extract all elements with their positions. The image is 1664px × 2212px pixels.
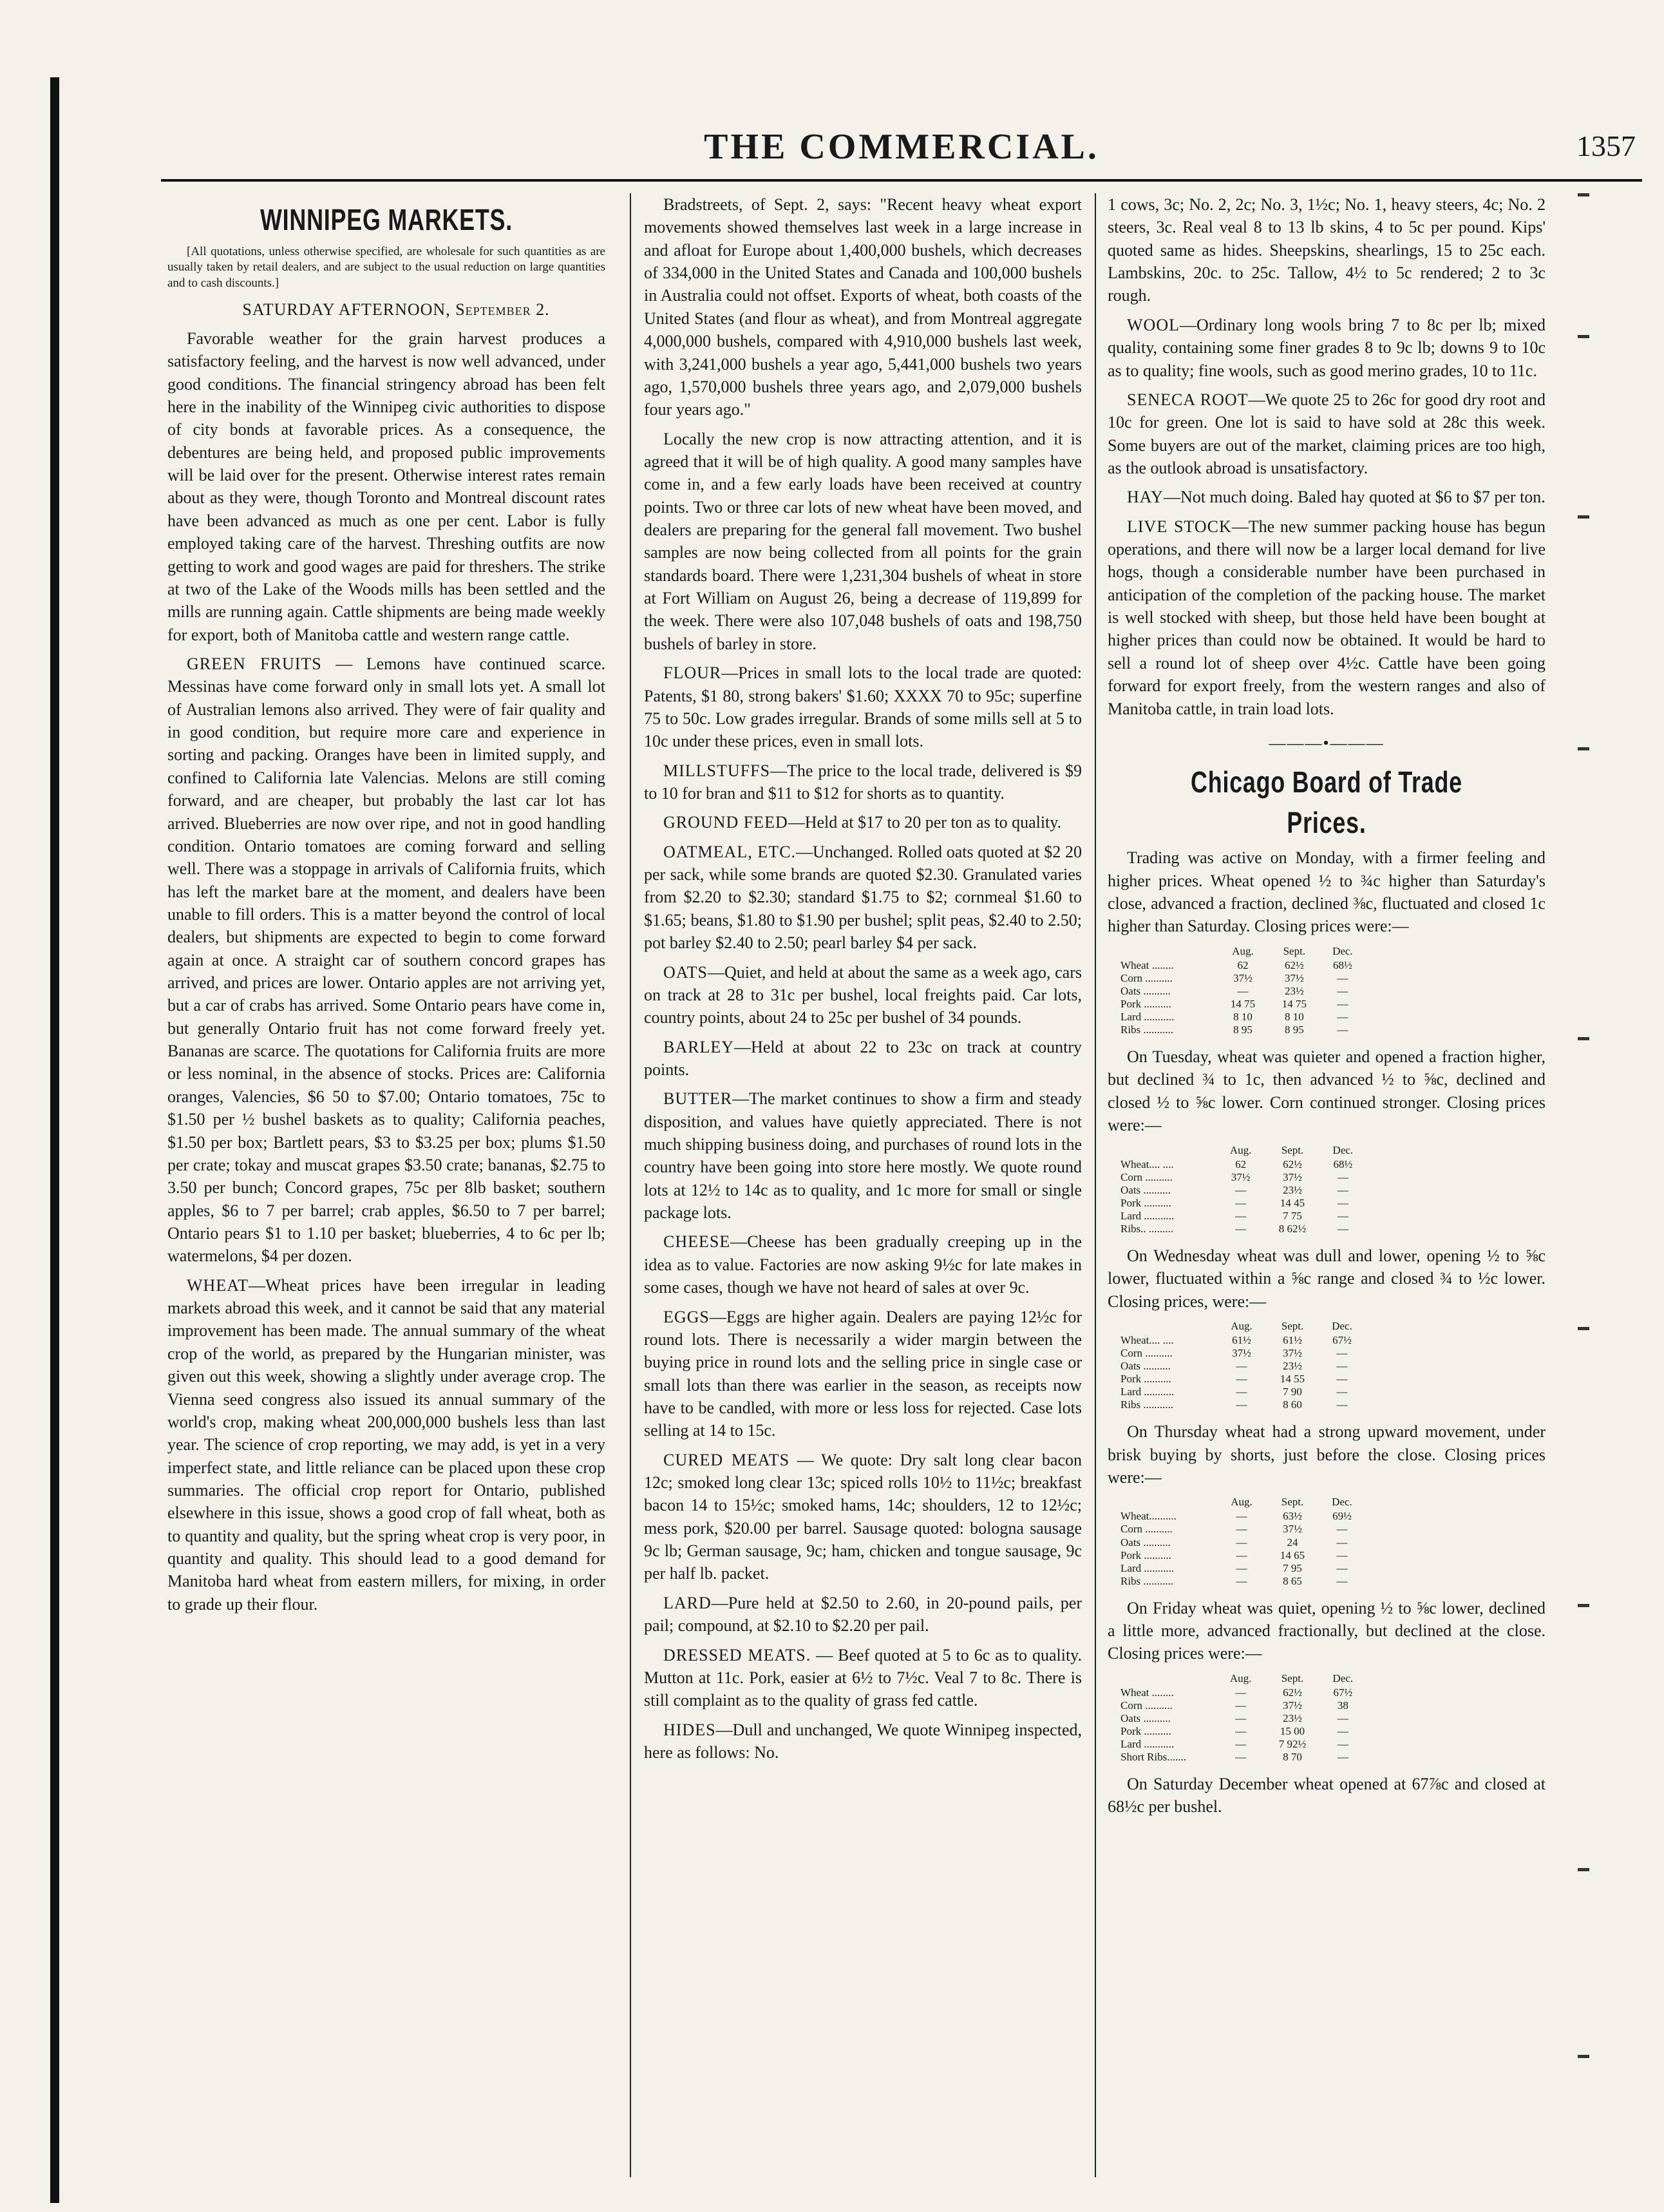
price-cell: 14 65 bbox=[1280, 1549, 1305, 1561]
column-header bbox=[1120, 1495, 1217, 1510]
commodity-label: Pork .......... bbox=[1120, 1724, 1171, 1737]
commodity-label: Lard ........... bbox=[1120, 1011, 1175, 1024]
commodity-label: Ribs.. ......... bbox=[1120, 1222, 1174, 1235]
price-table-tuesday bbox=[1120, 1143, 1365, 1235]
price-cell: — bbox=[1337, 1209, 1348, 1222]
price-cell: — bbox=[1235, 1724, 1247, 1737]
price-cell: — bbox=[1236, 1386, 1247, 1398]
table-row bbox=[1120, 1738, 1365, 1751]
column-header: Aug. bbox=[1229, 1672, 1252, 1684]
table-row bbox=[1120, 1197, 1365, 1210]
paragraph-wool bbox=[1108, 314, 1546, 382]
commodity-label: Wheat.... .... bbox=[1120, 1334, 1174, 1347]
price-cell: 8 60 bbox=[1283, 1398, 1302, 1411]
paragraph-wednesday: On Wednesday wheat was dull and lower, opening ½ to ⅝c lower, fluctuated within a ⅝c range and closed ¾ to ½c lower. Closing prices, were:— bbox=[1108, 1246, 1546, 1311]
paragraph-ground-feed bbox=[644, 811, 1082, 834]
price-cell: — bbox=[1336, 1549, 1348, 1561]
commodity-label: Wheat.... .... bbox=[1120, 1158, 1174, 1170]
table-row bbox=[1120, 1223, 1365, 1235]
table-row bbox=[1120, 1184, 1365, 1197]
text-live-stock: —The new summer packing house has begun operations, and there will now be a larger local demand for live hogs, though a considerable number have been purchased in anticipation of the completion of the packing house. The market is well stocked with sheep, but those held have been bought at higher prices than could now be obtained. It would be hard to sell a round lot of sheep over 4½c. Cattle have been going forward for export freely, from the western ranges and also of Manitoba cattle, in train load lots. bbox=[1108, 517, 1546, 718]
text-millstuffs: —The price to the local trade, delivered is $9 to 10 for bran and $11 to $12 for shorts as to quantity. bbox=[644, 761, 1082, 803]
lead-seneca-root: SENECA ROOT bbox=[1127, 390, 1249, 409]
price-cell: 37½ bbox=[1283, 1170, 1302, 1183]
price-cell: 14 75 bbox=[1230, 997, 1256, 1010]
commodity-label: Pork .......... bbox=[1120, 1373, 1171, 1386]
text-cured-meats: — We quote: Dry salt long clear bacon 12c; smoked long clear 13c; spiced rolls 10½ to 11½c; breakfast bacon 14 to 15½c; smoked hams, 14c; shoulders, 12 to 12½c; mess pork, $20.00 per barrel. Sausage quoted: bologna sausage 9c lb; German sausage, 9c; ham, chicken and tongue sausage, 9c per half lb. packet. bbox=[644, 1450, 1082, 1583]
commodity-label: Wheat.......... bbox=[1120, 1510, 1177, 1523]
commodity-label: Lard ........... bbox=[1120, 1561, 1175, 1574]
paragraph-tuesday: On Tuesday, wheat was quieter and opened a fraction higher, but declined ¾ to 1c, then advanced ½ to ⅝c, declined and closed ½ to ⅝c lower. Corn continued stronger. Closing prices were:— bbox=[1108, 1047, 1546, 1135]
price-cell: — bbox=[1336, 1561, 1348, 1574]
lead-wheat: WHEAT bbox=[187, 1275, 249, 1295]
price-cell: — bbox=[1235, 1196, 1247, 1209]
column-header bbox=[1120, 1672, 1217, 1686]
price-cell: — bbox=[1337, 1011, 1348, 1024]
price-cell: 7 90 bbox=[1283, 1386, 1302, 1398]
paragraph-oatmeal bbox=[644, 841, 1082, 955]
commodity-label: Oats .......... bbox=[1120, 984, 1171, 997]
table-row bbox=[1120, 1011, 1365, 1024]
table-row bbox=[1120, 1210, 1365, 1223]
price-cell: — bbox=[1236, 1536, 1247, 1549]
price-cell: 63½ bbox=[1283, 1510, 1302, 1523]
masthead bbox=[161, 126, 1642, 171]
price-cell: — bbox=[1336, 1523, 1348, 1536]
price-cell: — bbox=[1336, 1574, 1348, 1587]
lead-dressed-meats: DRESSED MEATS. bbox=[663, 1645, 811, 1664]
price-cell: — bbox=[1337, 1183, 1348, 1196]
price-cell: — bbox=[1236, 1574, 1247, 1587]
price-cell: 8 95 bbox=[1233, 1024, 1253, 1036]
commodity-label: Corn .......... bbox=[1120, 971, 1173, 984]
column-header: Sept. bbox=[1281, 1319, 1304, 1332]
lead-flour: FLOUR bbox=[663, 663, 722, 683]
column-3 bbox=[1108, 193, 1546, 1825]
price-cell: — bbox=[1235, 1183, 1247, 1196]
paragraph-lard bbox=[644, 1592, 1082, 1637]
commodity-label: Pork .......... bbox=[1120, 1549, 1171, 1561]
table-row bbox=[1120, 1725, 1365, 1738]
price-table-thursday bbox=[1120, 1495, 1365, 1587]
price-cell: — bbox=[1235, 1699, 1247, 1711]
table-row bbox=[1120, 959, 1365, 972]
price-cell: 23½ bbox=[1284, 984, 1304, 997]
commodity-label: Lard ........... bbox=[1120, 1386, 1175, 1398]
price-cell: 61½ bbox=[1232, 1334, 1251, 1347]
price-cell: — bbox=[1337, 1196, 1348, 1209]
commodity-label: Pork .......... bbox=[1120, 1196, 1171, 1209]
table-row bbox=[1120, 1549, 1365, 1562]
paragraph-bradstreets: Bradstreets, of Sept. 2, says: "Recent heavy wheat export movements showed themselves last week in a large increase in and afloat for Europe about 1,400,000 bushels, which decreases of 334,000 in the United States and Canada and 100,000 bushels in Australia could not offset. Exports of wheat, both coasts of the United States (and flour as wheat), and from Montreal aggregate 4,000,000 bushels, compared with 4,910,000 bushels last week, with 3,241,000 bushels a year ago, 5,441,000 bushels two years ago, 1,570,000 bushels three years ago, and 2,079,000 bushels four years ago." bbox=[644, 195, 1082, 419]
paragraph-flour bbox=[644, 662, 1082, 752]
text-cheese: —Cheese has been gradually creeping up in the idea as to value. Factories are now asking 9½c for late makes in some cases, though we have not heard of sales at over 9c. bbox=[644, 1232, 1082, 1297]
price-cell: 14 55 bbox=[1280, 1373, 1305, 1386]
commodity-label: Oats .......... bbox=[1120, 1536, 1171, 1549]
text-dressed-meats: — Beef quoted at 5 to 6c as to quality. Mutton at 11c. Pork, easier at 6½ to 7½c. Veal 7 to 8c. There is still complaint as to the quality of grass fed cattle. bbox=[644, 1645, 1082, 1710]
column-header bbox=[1120, 1319, 1217, 1334]
price-cell: — bbox=[1235, 1711, 1247, 1724]
paragraph-live-stock bbox=[1108, 515, 1546, 720]
paragraph-wheat bbox=[167, 1274, 605, 1616]
column-header: Sept. bbox=[1281, 1496, 1304, 1509]
price-cell: — bbox=[1237, 984, 1249, 997]
paragraph-green-fruits bbox=[167, 653, 605, 1268]
lead-eggs: EGGS bbox=[663, 1307, 710, 1326]
table-row bbox=[1120, 1386, 1365, 1398]
lead-hides: HIDES bbox=[663, 1720, 716, 1739]
lead-cheese: CHEESE bbox=[663, 1232, 731, 1252]
price-cell: 8 10 bbox=[1233, 1011, 1253, 1024]
price-cell: — bbox=[1337, 1751, 1348, 1764]
price-cell: — bbox=[1337, 984, 1348, 997]
column-header: Dec. bbox=[1332, 1496, 1352, 1509]
table-row bbox=[1120, 972, 1365, 985]
section-heading-chicago: Chicago Board of Trade Prices. bbox=[1191, 765, 1462, 839]
price-cell: — bbox=[1236, 1373, 1247, 1386]
text-ground-feed: —Held at $17 to 20 per ton as to quality. bbox=[788, 813, 1062, 832]
price-cell: — bbox=[1235, 1686, 1247, 1699]
price-cell: — bbox=[1337, 997, 1348, 1010]
section-heading-winnipeg: WINNIPEG MARKETS. bbox=[260, 203, 513, 236]
price-cell: — bbox=[1235, 1209, 1247, 1222]
column-header: Dec. bbox=[1332, 944, 1353, 957]
paragraph-dressed-meats bbox=[644, 1644, 1082, 1712]
price-cell: 37½ bbox=[1232, 1347, 1251, 1360]
column-header: Dec. bbox=[1332, 1319, 1352, 1332]
paragraph-new-crop: Locally the new crop is now attracting attention, and it is agreed that it will be of high quality. A good many samples have come in, and a few early loads have been received at country points. Two or three car lots of new wheat have been moved, and dealers are preparing for the general fall movement. Two bushel samples are now being collected from all points for the grain standards board. There were 1,231,304 bushels of wheat in store at Fort William on August 26, being a decrease of 119,899 for the week. There were also 107,048 bushels of oats and 198,750 bushels of barley in store. bbox=[644, 429, 1082, 653]
paragraph-summary: Favorable weather for the grain harvest produces a satisfactory feeling, and the harvest is now well advanced, under good conditions. The financial stringency abroad has been felt here in the inability of the Winnipeg civic authorities to dispose of city bonds at favorable prices. As a consequence, the debentures are being held, and proposed public improvements will be laid over for the present. Otherwise interest rates remain about as they were, though Toronto and Montreal discount rates have been advanced as much as one per cent. Labor is fully employed taking care of the harvest. Threshing outfits are now getting to work and good wages are paid for threshers. The strike at two of the Lake of the Woods mills has been settled and the mills are running again. Cattle shipments are being made weekly for export, both of Manitoba cattle and western range cattle. bbox=[167, 329, 605, 644]
table-row bbox=[1120, 1373, 1365, 1386]
paragraph-cured-meats bbox=[644, 1449, 1082, 1585]
column-rule-1 bbox=[630, 193, 631, 2177]
commodity-label: Corn .......... bbox=[1120, 1347, 1173, 1360]
price-table-header bbox=[1120, 944, 1365, 959]
price-cell: — bbox=[1336, 1360, 1348, 1373]
price-cell: — bbox=[1336, 1347, 1348, 1360]
price-cell: 37½ bbox=[1284, 971, 1304, 984]
price-cell: 7 95 bbox=[1283, 1561, 1302, 1574]
price-cell: 37½ bbox=[1231, 1170, 1251, 1183]
dateline: SATURDAY AFTERNOON, September 2. bbox=[242, 300, 550, 319]
price-cell: 67½ bbox=[1332, 1334, 1352, 1347]
header-rule bbox=[161, 179, 1642, 182]
text-seneca-root: —We quote 25 to 26c for good dry root and 10c for green. One lot is said to have sold at 28c this week. Some buyers are out of the market, claiming prices are too high, as the outlook abroad is unsatisfactory. bbox=[1108, 390, 1546, 477]
price-cell: — bbox=[1337, 1222, 1348, 1235]
price-cell: — bbox=[1337, 1711, 1348, 1724]
lead-millstuffs: MILLSTUFFS bbox=[663, 761, 771, 780]
column-header: Sept. bbox=[1281, 1143, 1304, 1156]
paragraph-friday: On Friday wheat was quiet, opening ½ to ⅝c lower, declined a little more, advanced fractionally, but declined at the close. Closing prices were:— bbox=[1108, 1598, 1546, 1663]
commodity-label: Oats .......... bbox=[1120, 1183, 1171, 1196]
price-cell: 69½ bbox=[1332, 1510, 1352, 1523]
paragraph-hay bbox=[1108, 486, 1546, 508]
table-row bbox=[1120, 1398, 1365, 1411]
price-cell: 37½ bbox=[1283, 1699, 1302, 1711]
price-cell: 14 75 bbox=[1281, 997, 1307, 1010]
price-cell: — bbox=[1235, 1751, 1247, 1764]
price-cell: 62½ bbox=[1284, 958, 1304, 971]
table-row bbox=[1120, 1334, 1365, 1347]
commodity-label: Ribs ........... bbox=[1120, 1398, 1174, 1411]
price-cell: 62½ bbox=[1283, 1686, 1302, 1699]
price-cell: — bbox=[1337, 971, 1348, 984]
price-cell: 23½ bbox=[1283, 1183, 1302, 1196]
price-cell: 68½ bbox=[1333, 958, 1352, 971]
table-row bbox=[1120, 985, 1365, 998]
price-table-header bbox=[1120, 1672, 1365, 1686]
column-header: Dec. bbox=[1332, 1143, 1354, 1156]
table-row bbox=[1120, 1347, 1365, 1360]
price-table-header bbox=[1120, 1495, 1365, 1510]
commodity-label: Wheat ........ bbox=[1120, 1686, 1174, 1699]
price-cell: 62 bbox=[1235, 1158, 1247, 1170]
table-row bbox=[1120, 1158, 1365, 1171]
quotation-note: [All quotations, unless otherwise specified, are wholesale for such quantities as are usually taken by retail dealers, and are subject to the usual reduction on large quantities and to cash discounts.] bbox=[167, 244, 605, 290]
price-cell: 8 70 bbox=[1283, 1751, 1302, 1764]
lead-ground-feed: GROUND FEED bbox=[663, 813, 788, 832]
paragraph-saturday: On Saturday December wheat opened at 67⅞c and closed at 68½c per bushel. bbox=[1108, 1775, 1546, 1816]
price-cell: 62½ bbox=[1283, 1158, 1302, 1170]
price-cell: — bbox=[1337, 1724, 1348, 1737]
paragraph-eggs bbox=[644, 1306, 1082, 1442]
newspaper-title: THE COMMERCIAL. bbox=[704, 127, 1099, 167]
price-cell: 67½ bbox=[1333, 1686, 1353, 1699]
text-lard: —Pure held at $2.50 to 2.60, in 20-pound pails, per pail; compound, at $2.10 to $2.20 per pail. bbox=[644, 1593, 1082, 1635]
price-table-wednesday bbox=[1120, 1319, 1365, 1411]
table-row bbox=[1120, 1686, 1365, 1699]
lead-hay: HAY bbox=[1127, 488, 1164, 507]
commodity-label: Oats .......... bbox=[1120, 1711, 1171, 1724]
commodity-label: Corn .......... bbox=[1120, 1523, 1173, 1536]
commodity-label: Corn .......... bbox=[1120, 1699, 1173, 1711]
table-row bbox=[1120, 998, 1365, 1011]
paragraph-seneca-root bbox=[1108, 388, 1546, 479]
price-cell: 38 bbox=[1337, 1699, 1348, 1711]
table-row bbox=[1120, 1751, 1365, 1764]
price-cell: 37½ bbox=[1283, 1523, 1302, 1536]
column-header: Aug. bbox=[1232, 944, 1254, 957]
commodity-label: Oats .......... bbox=[1120, 1360, 1171, 1373]
text-barley: —Held at about 22 to 23c on track at country points. bbox=[644, 1037, 1082, 1079]
lead-lard: LARD bbox=[663, 1593, 712, 1612]
column-header bbox=[1120, 1143, 1217, 1158]
table-row bbox=[1120, 1171, 1365, 1184]
price-cell: 8 62½ bbox=[1278, 1222, 1307, 1235]
price-cell: 7 92½ bbox=[1278, 1738, 1307, 1751]
column-2 bbox=[644, 193, 1082, 1770]
price-cell: 8 95 bbox=[1284, 1024, 1304, 1036]
price-cell: — bbox=[1337, 1170, 1348, 1183]
price-cell: — bbox=[1235, 1738, 1247, 1751]
section-divider: ———•——— bbox=[1269, 733, 1385, 752]
paragraph-cheese bbox=[644, 1230, 1082, 1299]
lead-butter: BUTTER bbox=[663, 1089, 733, 1109]
lead-barley: BARLEY bbox=[663, 1037, 734, 1056]
column-header: Aug. bbox=[1229, 1143, 1252, 1156]
text-butter: —The market continues to show a firm and steady disposition, and values have quietly appreciated. There is not much shipping business doing, and purchases of round lots in the country have been going into store here mostly. We quote round lots at 12½ to 14c as to quality, and 1c more for small or single package lots. bbox=[644, 1089, 1082, 1223]
price-cell: — bbox=[1336, 1386, 1348, 1398]
column-header: Sept. bbox=[1281, 1672, 1304, 1684]
margin-marks bbox=[1578, 116, 1603, 2177]
lead-oats: OATS bbox=[663, 962, 708, 982]
price-cell: 61½ bbox=[1283, 1334, 1302, 1347]
price-table-monday bbox=[1120, 944, 1365, 1036]
commodity-label: Pork .......... bbox=[1120, 997, 1171, 1010]
price-cell: — bbox=[1236, 1398, 1247, 1411]
price-cell: — bbox=[1235, 1222, 1247, 1235]
lead-wool: WOOL bbox=[1127, 315, 1180, 334]
price-cell: — bbox=[1236, 1510, 1247, 1523]
paragraph-hides-continued: 1 cows, 3c; No. 2, 2c; No. 3, 1½c; No. 1, heavy steers, 4c; No. 2 steers, 3c. Real veal 8 to 13 lb skins, 4 to 5c per pound. Kips' quoted same as hides. Sheepskins, shearlings, 15 to 25c each. Lambskins, 20c. to 25c. Tallow, 4½ to 5c rendered; 2 to 3c rough. bbox=[1108, 195, 1546, 305]
text-oatmeal: —Unchanged. Rolled oats quoted at $2 20 per sack, while some brands are quoted $2.30. Granulated varies from $2.20 to $2.30; standard $1.75 to $2; cornmeal $1.60 to $1.65; beans, $1.80 to $1.90 per bushel; split peas, $2.40 to 2.50; pot barley $2.40 to 2.50; pearl barley $4 per sack. bbox=[644, 842, 1082, 953]
commodity-label: Ribs ........... bbox=[1120, 1024, 1174, 1036]
paragraph-thursday: On Thursday wheat had a strong upward movement, under brisk buying by shorts, just before the close. Closing prices were:— bbox=[1108, 1422, 1546, 1487]
text-wool: —Ordinary long wools bring 7 to 8c per lb; mixed quality, containing some finer grades 8 to 9c lb; downs 9 to 10c as to quality; fine wools, such as good merino grades, 10 to 11c. bbox=[1108, 315, 1546, 380]
price-cell: — bbox=[1336, 1536, 1348, 1549]
column-header: Dec. bbox=[1332, 1672, 1354, 1684]
lead-cured-meats: CURED MEATS bbox=[663, 1450, 790, 1469]
price-cell: — bbox=[1236, 1360, 1247, 1373]
column-1 bbox=[167, 193, 605, 1622]
lead-live-stock: LIVE STOCK bbox=[1127, 517, 1232, 536]
paragraph-barley bbox=[644, 1036, 1082, 1082]
binding-edge-rule bbox=[50, 77, 59, 2203]
price-cell: 8 10 bbox=[1284, 1011, 1304, 1024]
commodity-label: Corn .......... bbox=[1120, 1170, 1173, 1183]
commodity-label: Short Ribs....... bbox=[1120, 1751, 1187, 1764]
table-row bbox=[1120, 1699, 1365, 1712]
lead-oatmeal: OATMEAL, ETC. bbox=[663, 842, 797, 861]
table-row bbox=[1120, 1360, 1365, 1373]
paragraph-monday: Trading was active on Monday, with a firmer feeling and higher prices. Wheat opened ½ to ¾c higher than Saturday's close, advanced a fraction, declined ⅜c, fluctuated and closed 1c higher than Saturday. Closing prices were:— bbox=[1108, 848, 1546, 936]
price-cell: — bbox=[1236, 1549, 1247, 1561]
price-cell: — bbox=[1236, 1561, 1247, 1574]
price-cell: — bbox=[1337, 1024, 1348, 1036]
text-oats: —Quiet, and held at about the same as a week ago, cars on track at 28 to 31c per bushel, local freights paid. Car lots, country points, about 24 to 25c per bushel of 34 pounds. bbox=[644, 962, 1082, 1027]
text-green-fruits: — Lemons have continued scarce. Messinas have come forward only in small lots yet. A small lot of Australian lemons also arrived. They were of fair quality and in good condition, but require more care and experience in sorting and packing. Oranges have been in limited supply, and confined to California late Valencias. Melons are still coming forward, and are cheaper, but probably the last car lot has arrived. Blueberries are now over ripe, and not in good handling condition. Ontario tomatoes are coming forward and selling well. There was a stoppage in arrivals of California fruits, which has left the market bare at the moment, and dealers have been unable to fill orders. This is a matter beyond the control of local dealers, but shipments are expected to begin to come forward again at once. A straight car of southern concord grapes has arrived, and prices are lower. Ontario apples are not arriving yet, but a car of crabs has arrived. Some Ontario pears have come in, but generally Ontario fruit has not come forward freely yet. Bananas are scarce. The quotations for California fruits are more or less nominal, in the absence of stocks. Prices are: California oranges, Valencies, $6 50 to $7.00; Ontario tomatoes, 75c to $1.50 per ½ bushel baskets as to quality; California peaches, $1.50 per box; Bartlett pears, $3 to $3.25 per box; plums $1.50 per crate; tokay and muscat grapes $3.50 crate; bananas, $2.75 to 3.50 per bunch; Concord grapes, 75c per 8lb basket; southern apples, $6 to 7 per barrel; crab apples, $6.50 to 7 per barrel; Ontario pears $1 to 1.10 per basket; blueberries, 4 to 6c per lb; watermelons, $4 per dozen. bbox=[167, 654, 605, 1266]
price-cell: — bbox=[1336, 1373, 1348, 1386]
paragraph-millstuffs bbox=[644, 759, 1082, 805]
commodity-label: Ribs ........... bbox=[1120, 1574, 1174, 1587]
price-cell: 37½ bbox=[1233, 971, 1253, 984]
table-row bbox=[1120, 1024, 1365, 1036]
text-wheat: —Wheat prices have been irregular in leading markets abroad this week, and it cannot be said that any material improvement has been made. The annual summary of the wheat crop of the world, as prepared by the Hungarian minister, was given out this week, showing a slightly under average crop. The Vienna seed congress also issued its annual summary of the world's crop, making wheat 200,000,000 bushels less than last year. The science of crop reporting, we may add, is yet in a very imperfect state, and little reliance can be placed upon these crop summaries. The official crop report for Ontario, published elsewhere in this issue, shows a good crop of fall wheat, both as to quantity and quality, but the spring wheat crop is very poor, in quantity and quality. This should lead to a good demand for Manitoba hard wheat from eastern millers, for mixing, in order to grade up their flour. bbox=[167, 1275, 605, 1614]
price-cell: 62 bbox=[1237, 958, 1249, 971]
price-table-header bbox=[1120, 1143, 1365, 1158]
paragraph-hides bbox=[644, 1719, 1082, 1764]
paragraph-oats bbox=[644, 961, 1082, 1029]
lead-green-fruits: GREEN FRUITS bbox=[187, 654, 322, 673]
table-row bbox=[1120, 1523, 1365, 1536]
price-cell: 14 45 bbox=[1280, 1196, 1305, 1209]
table-row bbox=[1120, 1562, 1365, 1575]
commodity-label: Lard ........... bbox=[1120, 1738, 1175, 1751]
table-row bbox=[1120, 1712, 1365, 1725]
price-cell: 23½ bbox=[1283, 1360, 1302, 1373]
price-cell: — bbox=[1337, 1738, 1348, 1751]
table-row bbox=[1120, 1575, 1365, 1588]
price-table-header bbox=[1120, 1319, 1365, 1334]
price-cell: 7 75 bbox=[1283, 1209, 1302, 1222]
price-cell: — bbox=[1336, 1398, 1348, 1411]
column-header: Aug. bbox=[1231, 1319, 1253, 1332]
commodity-label: Wheat ........ bbox=[1120, 958, 1174, 971]
price-cell: — bbox=[1236, 1523, 1247, 1536]
price-cell: 24 bbox=[1287, 1536, 1298, 1549]
paragraph-butter bbox=[644, 1087, 1082, 1224]
table-row bbox=[1120, 1536, 1365, 1549]
price-cell: 8 65 bbox=[1283, 1574, 1302, 1587]
text-eggs: —Eggs are higher again. Dealers are paying 12½c for round lots. There is necessarily a wider margin between the buying price in round lots and the selling price in single case or small lots than there was earlier in the season, as receipts now have to be candled, with more or less loss for rejected. Case lots selling at 14 to 15c. bbox=[644, 1307, 1082, 1440]
price-table-friday bbox=[1120, 1672, 1365, 1764]
column-header: Sept. bbox=[1283, 944, 1306, 957]
commodity-label: Lard ........... bbox=[1120, 1209, 1175, 1222]
price-cell: 15 00 bbox=[1280, 1724, 1305, 1737]
page-number: 1357 bbox=[1576, 129, 1636, 162]
column-rule-2 bbox=[1095, 193, 1096, 2177]
table-row bbox=[1120, 1510, 1365, 1523]
text-flour: —Prices in small lots to the local trade are quoted: Patents, $1 80, strong bakers' $1.60; XXXX 70 to 95c; superfine 75 to 50c. Low grades irregular. Brands of some mills sell at 5 to 10c under these prices, even in small lots. bbox=[644, 663, 1082, 751]
column-header bbox=[1120, 944, 1217, 959]
text-hay: —Not much doing. Baled hay quoted at $6 to $7 per ton. bbox=[1163, 488, 1546, 507]
text-hides: —Dull and unchanged, We quote Winnipeg inspected, here as follows: No. bbox=[644, 1720, 1082, 1762]
column-header: Aug. bbox=[1231, 1496, 1253, 1509]
price-cell: 68½ bbox=[1333, 1158, 1353, 1170]
price-cell: 37½ bbox=[1283, 1347, 1302, 1360]
price-cell: 23½ bbox=[1283, 1711, 1302, 1724]
